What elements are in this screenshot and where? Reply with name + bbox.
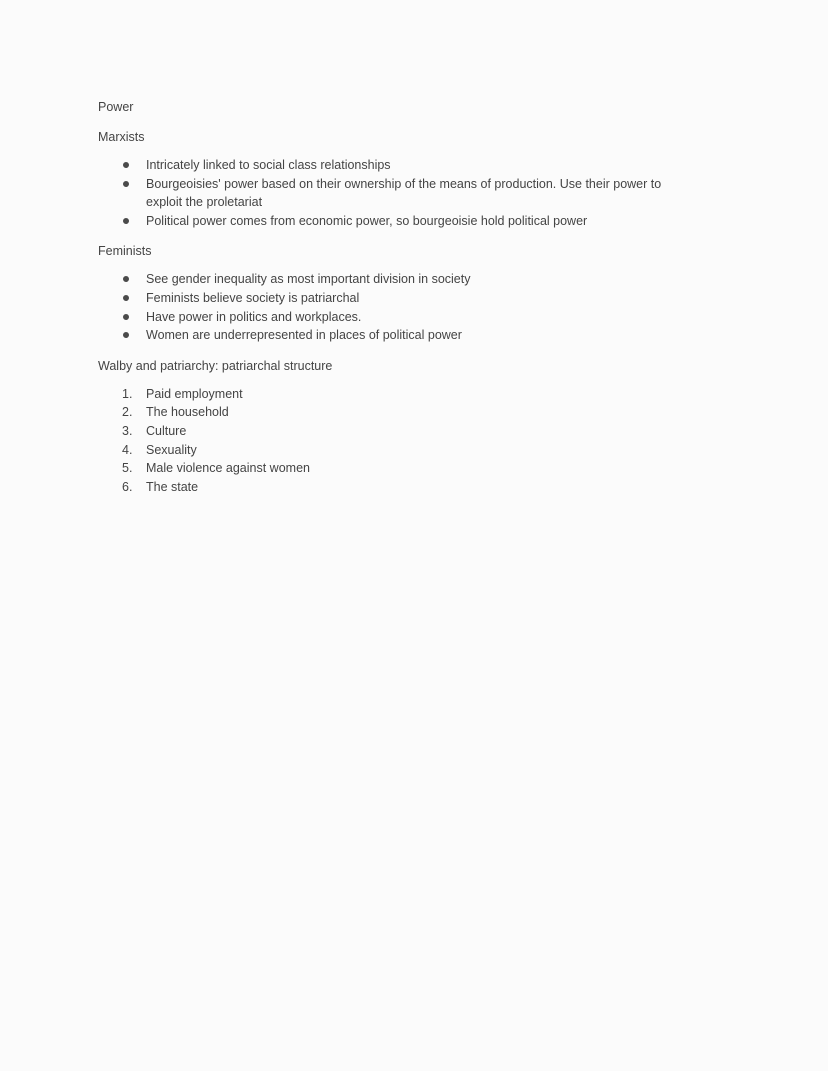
list-item <box>98 478 698 497</box>
list-item-number: 2. <box>122 405 133 420</box>
list-item-text: Women are underrepresented in places of political power <box>146 328 462 343</box>
list-item-number: 6. <box>122 479 133 494</box>
list-item <box>98 289 698 308</box>
list-item-text: Intricately linked to social class relationships <box>146 158 391 172</box>
list-item-text: Culture <box>146 423 187 438</box>
section-heading-marxists: Marxists <box>98 130 145 144</box>
bullet-icon <box>123 295 129 301</box>
list-item <box>98 270 698 289</box>
document-title: Power <box>98 100 134 114</box>
list-item-text: Male violence against women <box>146 461 310 476</box>
list-item-text: The household <box>146 405 229 420</box>
list-item-text: Political power comes from economic power, so bourgeoisie hold political power <box>146 213 588 228</box>
marxists-bullet-list <box>98 156 698 230</box>
list-item <box>98 156 698 175</box>
bullet-icon <box>123 162 129 168</box>
list-item-text: Bourgeoisies' power based on their ownership of the means of production. Use their power to exploit the proletariat <box>146 176 662 210</box>
list-item-number: 4. <box>122 442 133 457</box>
bullet-icon <box>123 332 129 338</box>
list-item-text: See gender inequality as most important division in society <box>146 272 471 287</box>
list-item <box>98 326 698 345</box>
list-item-text: Paid employment <box>146 386 243 401</box>
list-item <box>98 385 698 404</box>
bullet-icon <box>123 181 129 187</box>
list-item <box>98 212 698 231</box>
list-item <box>98 441 698 460</box>
list-item <box>98 459 698 478</box>
list-item-text: Have power in politics and workplaces. <box>146 309 362 324</box>
list-item-text: Feminists believe society is patriarchal <box>146 290 360 305</box>
list-item <box>98 422 698 441</box>
list-item-number: 5. <box>122 461 133 476</box>
list-item-text: Sexuality <box>146 442 197 457</box>
list-item <box>98 308 698 327</box>
list-item <box>98 403 698 422</box>
list-item <box>98 175 698 212</box>
document-body <box>98 98 698 496</box>
section-heading-feminists: Feminists <box>98 244 152 259</box>
walby-numbered-list <box>98 385 698 497</box>
list-item-number: 3. <box>122 423 133 438</box>
bullet-icon <box>123 218 129 224</box>
feminists-bullet-list <box>98 270 698 344</box>
bullet-icon <box>123 314 129 320</box>
bullet-icon <box>123 276 129 282</box>
list-item-number: 1. <box>122 386 133 401</box>
list-item-text: The state <box>146 479 199 494</box>
section-heading-walby: Walby and patriarchy: patriarchal structure <box>98 358 333 373</box>
